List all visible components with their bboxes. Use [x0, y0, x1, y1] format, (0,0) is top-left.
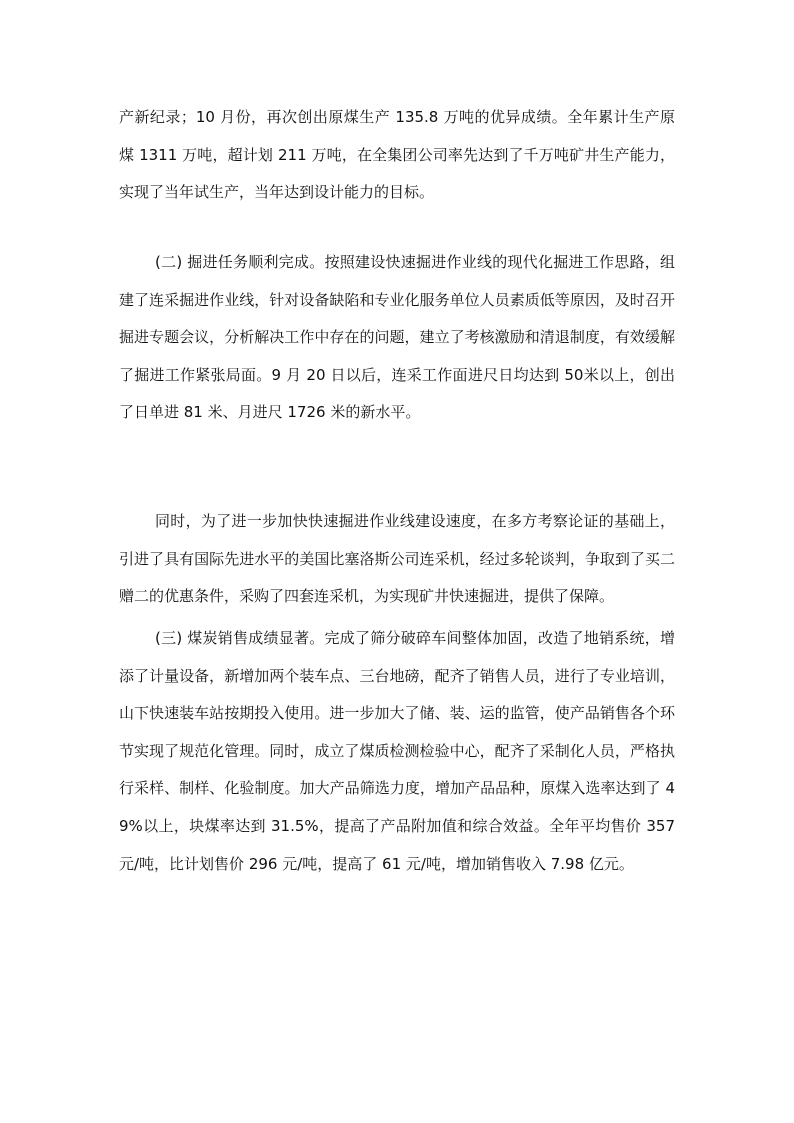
paragraph-production-record: 产新纪录；10 月份，再次创出原煤生产 135.8 万吨的优异成绩。全年累计生产原煤 1311 万吨，超计划 211 万吨，在全集团公司率先达到了千万吨矿井生产能力，实现了当年试生产，当年达到设计能力的目标。 — [119, 108, 675, 202]
paragraph-tunneling-tasks: (二) 掘进任务顺利完成。按照建设快速掘进作业线的现代化掘进工作思路，组建了连采掘进作业线，针对设备缺陷和专业化服务单位人员素质低等原因，及时召开掘进专题会议，分析解决工作中存在的问题，建立了考核激励和清退制度，有效缓解了掘进工作紧张局面。9 月 20 日以后，连采工作面进尺日均达到 50米以上，创出了日单进 81 米、月进尺 1726 米的新水平。 — [119, 253, 675, 422]
paragraph-coal-sales: (三) 煤炭销售成绩显著。完成了筛分破碎车间整体加固，改造了地销系统，增添了计量设备，新增加两个装车点、三台地磅，配齐了销售人员，进行了专业培训，山下快速装车站按期投入使用。进一步加大了储、装、运的监管，使产品销售各个环节实现了规范化管理。同时，成立了煤质检测检验中心，配齐了采制化人员，严格执行采样、制样、化验制度。加大产品筛选力度，增加产品品种，原煤入选率达到了 49%以上，块煤率达到 31.5%，提高了产品附加值和综合效益。全年平均售价 357 元/吨，比计划售价 296 元/吨，提高了 61 元/吨，增加销售收入 7.98 亿元。 — [119, 629, 675, 873]
paragraph-continuous-miner-procurement: 同时，为了进一步加快快速掘进作业线建设速度，在多方考察论证的基础上，引进了具有国际先进水平的美国比塞洛斯公司连采机，经过多轮谈判，争取到了买二赠二的优惠条件，采购了四套连采机，为实现矿井快速掘进，提供了保障。 — [119, 512, 675, 606]
